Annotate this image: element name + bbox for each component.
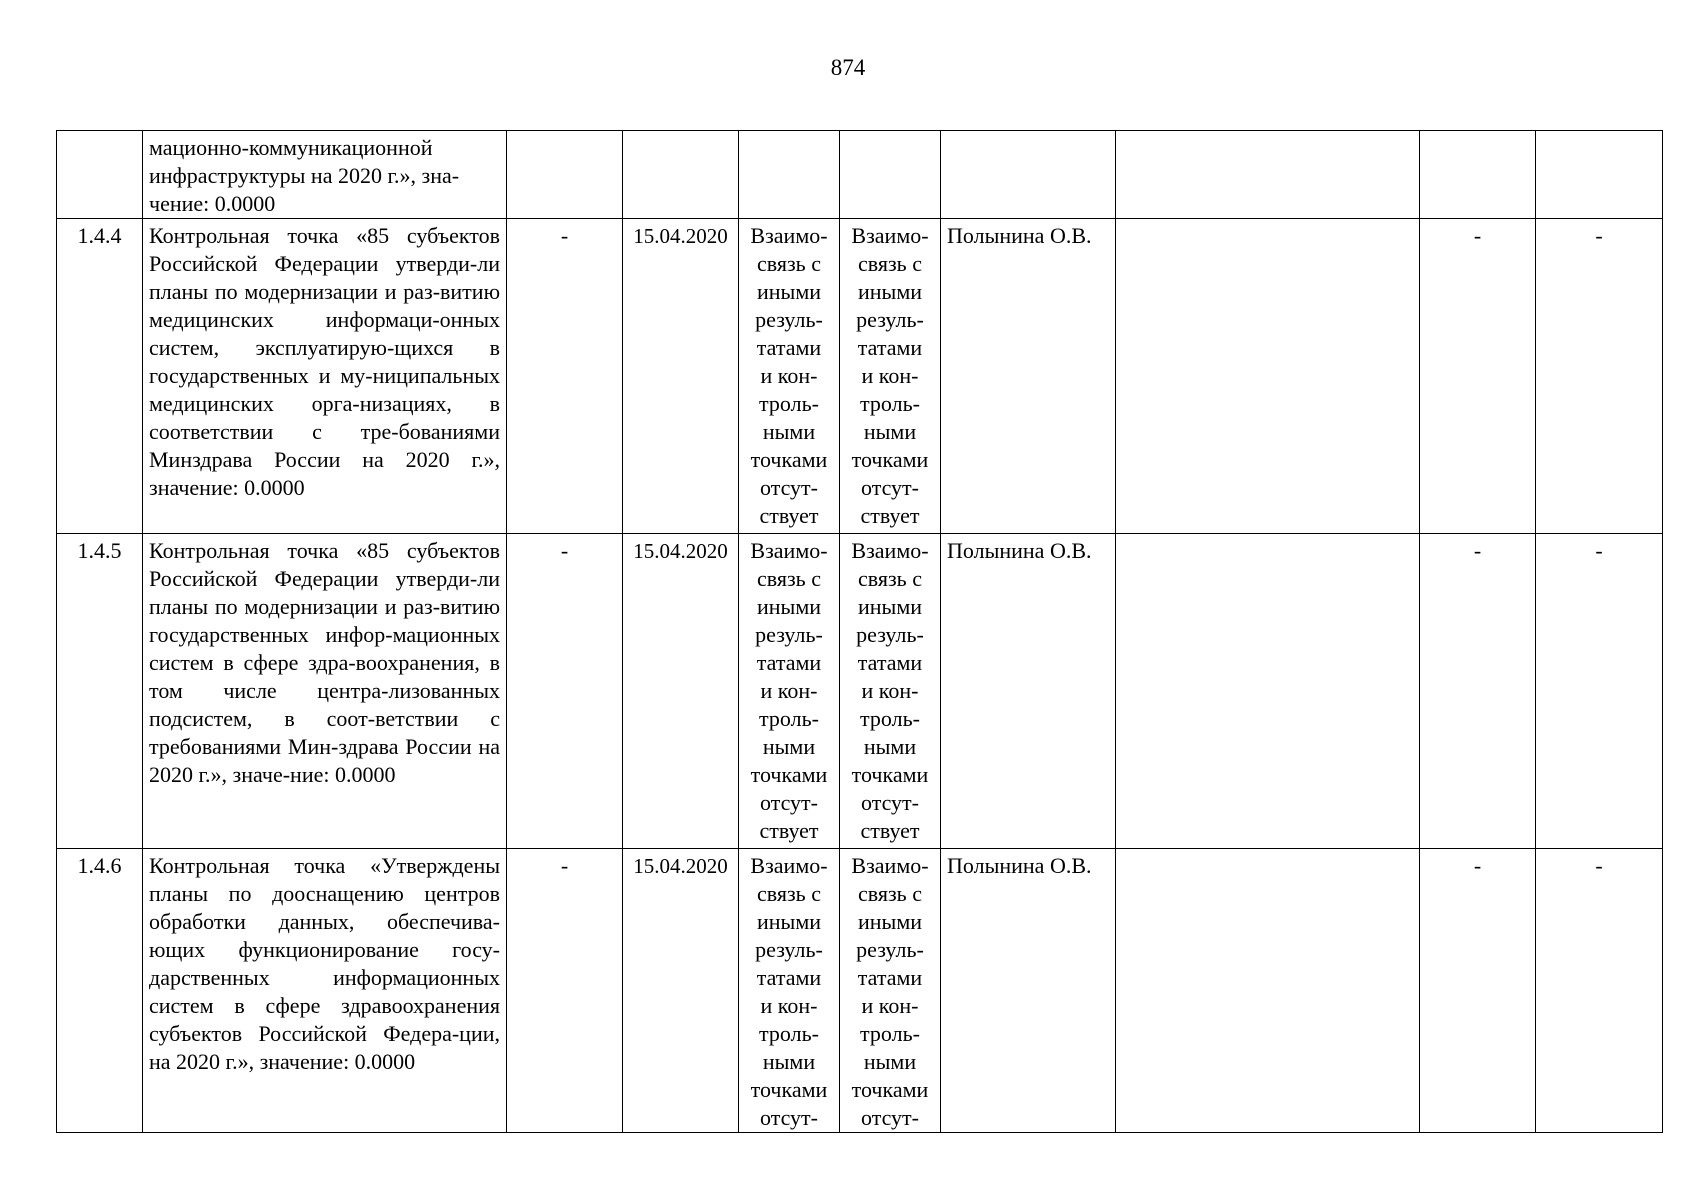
row-responsible [941,131,1116,219]
row-cell [1116,534,1420,849]
table-row [57,219,1663,534]
row-cell: - [1420,849,1536,1133]
row-cell: - [1420,219,1536,534]
row-date: 15.04.2020 [623,534,739,849]
row-number: 1.4.4 [57,219,143,534]
row-cell: - [507,219,623,534]
row-cell [1536,131,1663,219]
row-number: 1.4.6 [57,849,143,1133]
row-responsible: Полынина О.В. [941,534,1116,849]
row-description: Контрольная точка «85 субъектов Российской Федерации утверди-ли планы по модернизации и раз-витию государственных инфор-мационных систем в сфере здра-воохранения, в том числе центра-лизованных подсистем, в соот-ветствии с требованиями Мин-здрава России на 2020 г.», значе-ние: 0.0000 [143,534,507,849]
row-relation: Взаимо- связь с иными резуль- татами и кон- троль- ными точками отсут- ствует [739,219,840,534]
row-relation [840,131,941,219]
row-relation: Взаимо- связь с иными резуль- татами и кон- троль- ными точками отсут- [739,849,840,1133]
row-cell [1116,131,1420,219]
row-relation [739,131,840,219]
row-relation: Взаимо- связь с иными резуль- татами и кон- троль- ными точками отсут- [840,849,941,1133]
control-points-table [56,130,1663,1133]
row-cell: - [507,849,623,1133]
row-description: Контрольная точка «85 субъектов Российской Федерации утверди-ли планы по модернизации и раз-витию медицинских информаци-онных систем, эксплуатирую-щихся в государственных и му-ниципальных медицинских орга-низациях, в соответствии с тре-бованиями Минздрава России на 2020 г.», значение: 0.0000 [143,219,507,534]
table-row [57,534,1663,849]
row-responsible: Полынина О.В. [941,849,1116,1133]
row-cell: - [507,534,623,849]
row-relation: Взаимо- связь с иными резуль- татами и кон- троль- ными точками отсут- ствует [739,534,840,849]
row-description: мационно-коммуникационной инфраструктуры на 2020 г.», зна- чение: 0.0000 [143,131,507,219]
page-number: 874 [830,55,866,80]
row-number [57,131,143,219]
row-cell: - [1536,219,1663,534]
row-description: Контрольная точка «Утверждены планы по дооснащению центров обработки данных, обеспечива-ющих функционирование госу-дарственных информационных систем в сфере здравоохранения субъектов Российской Федера-ции, на 2020 г.», значение: 0.0000 [143,849,507,1133]
row-date: 15.04.2020 [623,219,739,534]
row-cell: - [1420,534,1536,849]
row-cell [1116,219,1420,534]
row-relation: Взаимо- связь с иными резуль- татами и кон- троль- ными точками отсут- ствует [840,534,941,849]
row-cell [1420,131,1536,219]
row-date [623,131,739,219]
row-responsible: Полынина О.В. [941,219,1116,534]
table-row [57,131,1663,219]
row-cell [1116,849,1420,1133]
row-relation: Взаимо- связь с иными резуль- татами и кон- троль- ными точками отсут- ствует [840,219,941,534]
row-cell [507,131,623,219]
row-date: 15.04.2020 [623,849,739,1133]
row-cell: - [1536,534,1663,849]
table-row [57,849,1663,1133]
row-number: 1.4.5 [57,534,143,849]
row-cell: - [1536,849,1663,1133]
